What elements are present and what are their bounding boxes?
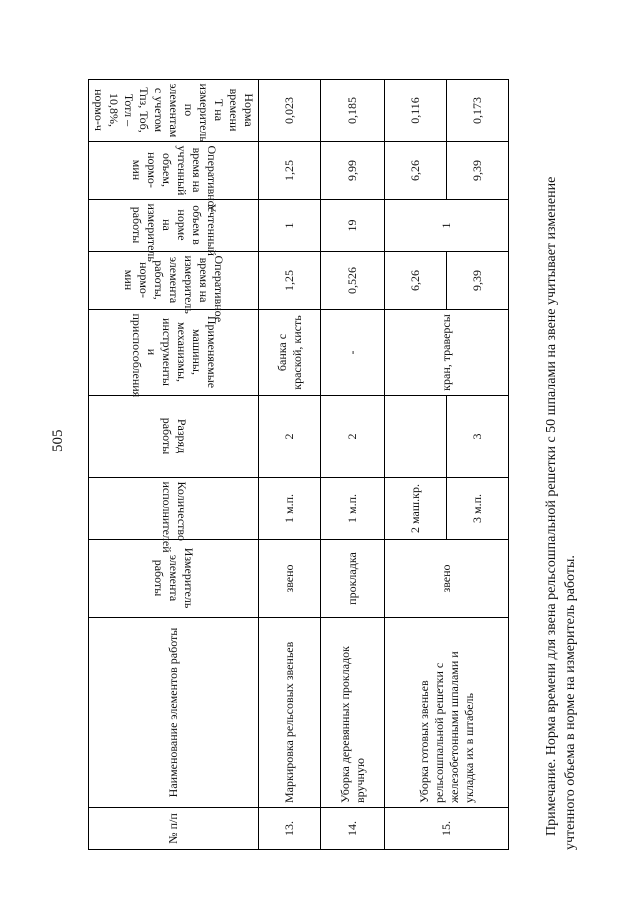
row-op-time: 0,526 (321, 252, 385, 310)
row-name: Уборка готовых звеньев рельсошпальной решетки с железобетонными шпалами и укладка их в штабель (385, 618, 509, 808)
header-norm: Норма времени Т на измеритель по элементам с учетом Тпз, Тоб, Тотл – 10,8%, нормо-ч (89, 80, 259, 142)
row-meter: прокладка (321, 540, 385, 618)
row-norm: 0,023 (259, 80, 321, 142)
header-op-time: Оперативное время на измеритель элемента работы, нормо-мин (89, 252, 259, 310)
row-op-time-volume: 9,99 (321, 142, 385, 200)
row-norm: 0,185 (321, 80, 385, 142)
row-volume: 1 (385, 200, 509, 252)
row-grade: 2 (321, 396, 385, 478)
header-volume: Учтенный объем в норме на измеритель работы (89, 200, 259, 252)
note-line-2: учтенного объема в норме на измеритель работы. (562, 555, 578, 850)
row-meter: звено (385, 540, 509, 618)
header-workers: Количество исполнителей (89, 478, 259, 540)
row-norm-track: 0,173 (447, 80, 509, 142)
row-norm-crane: 0,116 (385, 80, 447, 142)
table-note (543, 80, 581, 850)
row-num: 13. (259, 808, 321, 850)
row-meter: звено (259, 540, 321, 618)
row-machines: - (321, 310, 385, 396)
row-op-time-volume-track: 9,39 (447, 142, 509, 200)
header-num: № п/п (89, 808, 259, 850)
page-number: 505 (50, 429, 66, 452)
norms-table (88, 79, 509, 850)
row-grade-crane (385, 396, 447, 478)
row-machines: кран, траверсы (385, 310, 509, 396)
row-name: Уборка деревянных прокладок вручную (321, 618, 385, 808)
row-machines: банка с краской, кисть (259, 310, 321, 396)
header-name: Наименование элементов работы (89, 618, 259, 808)
note-line-1: Примечание. Норма времени для звена рельсошпальной решетки с 50 шпалами на звене учитывает изменение (544, 176, 559, 836)
row-op-time: 1,25 (259, 252, 321, 310)
row-num: 15. (385, 808, 509, 850)
row-workers-crane: 2 маш.кр. (385, 478, 447, 540)
row-volume: 1 (259, 200, 321, 252)
table-header-row (89, 80, 259, 850)
row-grade-track: 3 (447, 396, 509, 478)
table-row (259, 80, 321, 850)
table-row (385, 80, 447, 850)
row-workers: 1 м.п. (259, 478, 321, 540)
rotated-page-content (88, 80, 578, 850)
row-name: Маркировка рельсовых звеньев (259, 618, 321, 808)
header-machines: Применяемые машины, механизмы, инструменты и приспособления (89, 310, 259, 396)
row-op-time-volume-crane: 6,26 (385, 142, 447, 200)
row-workers: 1 м.п. (321, 478, 385, 540)
header-op-time-volume: Оперативное время на учтенный объем, нормо-мин (89, 142, 259, 200)
row-op-time-crane: 6,26 (385, 252, 447, 310)
header-meter: Измеритель элемента работы (89, 540, 259, 618)
table-row (321, 80, 385, 850)
row-op-time-volume: 1,25 (259, 142, 321, 200)
row-num: 14. (321, 808, 385, 850)
row-workers-track: 3 м.п. (447, 478, 509, 540)
row-volume: 19 (321, 200, 385, 252)
header-grade: Разряд работы (89, 396, 259, 478)
row-op-time-track: 9,39 (447, 252, 509, 310)
row-grade: 2 (259, 396, 321, 478)
